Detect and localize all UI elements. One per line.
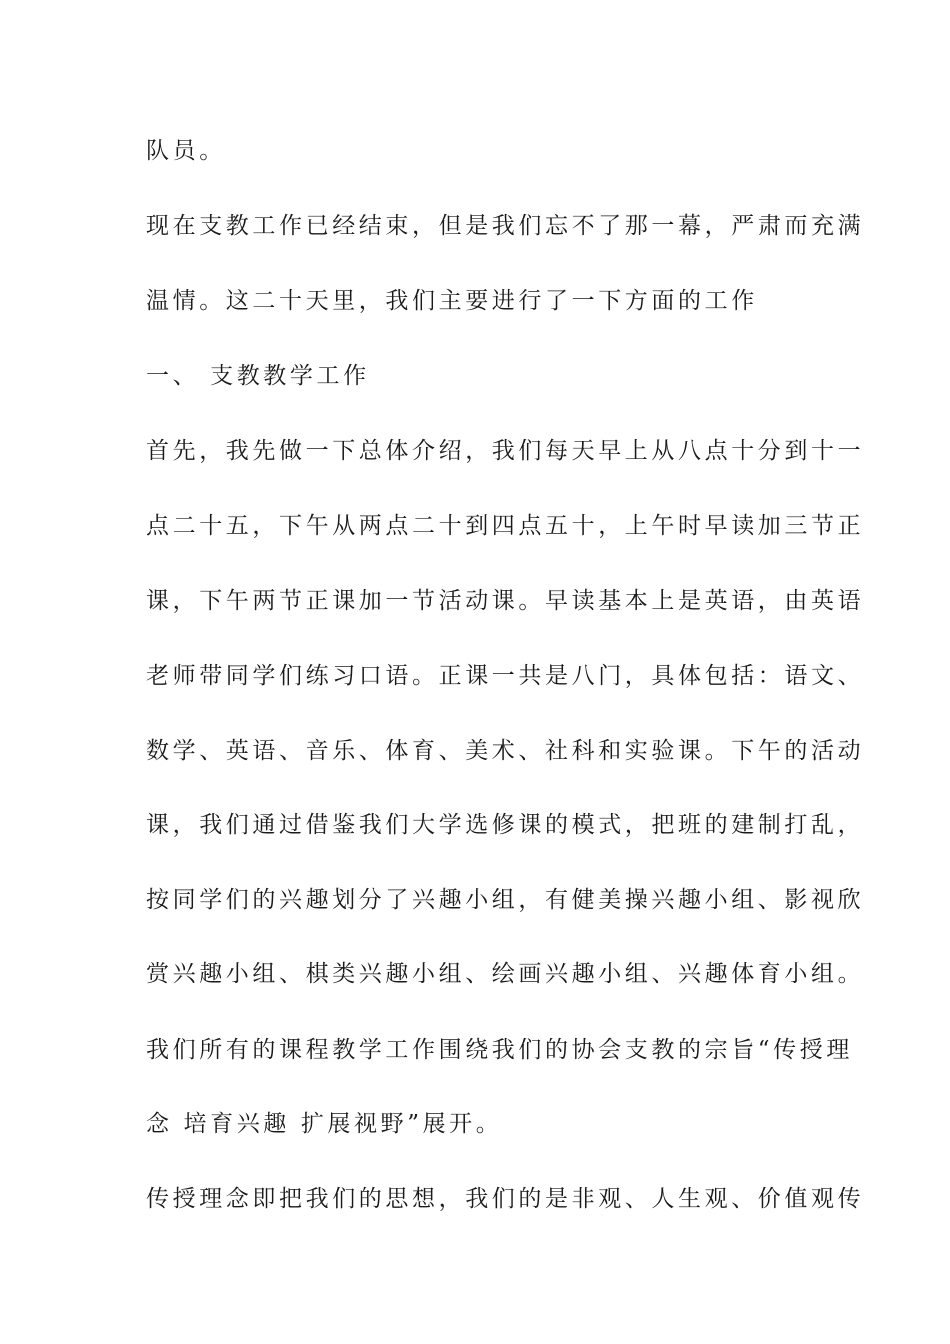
text-line: 数学、英语、音乐、体育、美术、社科和实验课。下午的活动 bbox=[146, 738, 865, 764]
text-line: 课，下午两节正课加一节活动课。早读基本上是英语，由英语 bbox=[146, 588, 865, 614]
text-line: 课，我们通过借鉴我们大学选修课的模式，把班的建制打乱， bbox=[146, 812, 865, 838]
text-line: 首先，我先做一下总体介绍，我们每天早上从八点十分到十一 bbox=[146, 438, 865, 464]
section-heading: 一、 支教教学工作 bbox=[146, 363, 370, 389]
text-line: 赏兴趣小组、棋类兴趣小组、绘画兴趣小组、兴趣体育小组。 bbox=[146, 961, 865, 987]
text-line: 现在支教工作已经结束，但是我们忘不了那一幕，严肃而充满 bbox=[146, 213, 865, 239]
text-line: 念 培育兴趣 扩展视野”展开。 bbox=[146, 1111, 503, 1137]
text-line: 我们所有的课程教学工作围绕我们的协会支教的宗旨“传授理 bbox=[146, 1037, 853, 1063]
text-line: 老师带同学们练习口语。正课一共是八门，具体包括：语文、 bbox=[146, 663, 865, 689]
text-line: 温情。这二十天里，我们主要进行了一下方面的工作 bbox=[146, 288, 758, 314]
text-line: 队员。 bbox=[146, 138, 226, 164]
text-line: 按同学们的兴趣划分了兴趣小组，有健美操兴趣小组、影视欣 bbox=[146, 887, 865, 913]
text-line: 传授理念即把我们的思想，我们的是非观、人生观、价值观传 bbox=[146, 1186, 865, 1212]
text-line: 点二十五，下午从两点二十到四点五十，上午时早读加三节正 bbox=[146, 513, 865, 539]
